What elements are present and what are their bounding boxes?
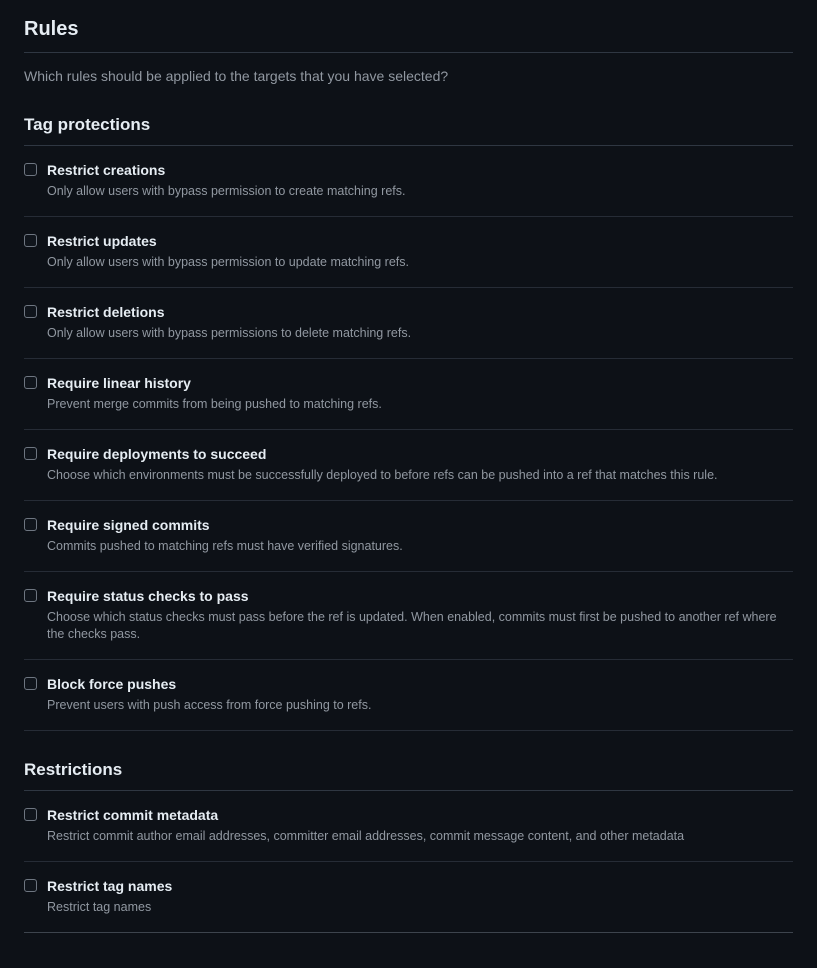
rules-panel: [0, 16, 817, 933]
restrict-deletions-checkbox[interactable]: [24, 305, 37, 318]
rule-row-restrict-deletions: [24, 288, 793, 359]
rule-row-require-signed-commits: [24, 501, 793, 572]
restrict-commit-metadata-checkbox[interactable]: [24, 808, 37, 821]
rule-description: Prevent merge commits from being pushed to matching refs.: [47, 397, 382, 411]
rule-row-restrict-tag-names: [24, 862, 793, 933]
rule-row-restrict-updates: [24, 217, 793, 288]
section-heading-restrictions: Restrictions: [24, 759, 793, 791]
rule-row-require-deployments: [24, 430, 793, 501]
rule-label[interactable]: Restrict commit metadata: [47, 807, 219, 823]
restrict-creations-checkbox[interactable]: [24, 163, 37, 176]
rule-label[interactable]: Require signed commits: [47, 517, 210, 533]
rule-row-restrict-commit-metadata: [24, 791, 793, 862]
rule-label[interactable]: Restrict updates: [47, 233, 157, 249]
rule-label[interactable]: Restrict tag names: [47, 878, 173, 894]
section-heading-tag-protections: Tag protections: [24, 114, 793, 146]
rule-row-require-status-checks: [24, 572, 793, 660]
rule-description: Restrict commit author email addresses, committer email addresses, commit message content, and other metadata: [47, 829, 685, 843]
rule-description: Only allow users with bypass permission to update matching refs.: [47, 255, 409, 269]
rule-description: Prevent users with push access from force pushing to refs.: [47, 698, 372, 712]
rule-row-require-linear-history: [24, 359, 793, 430]
rule-row-restrict-creations: [24, 146, 793, 217]
rule-description: Choose which environments must be successfully deployed to before refs can be pushed into a ref that matches this rule.: [47, 468, 718, 482]
block-force-pushes-checkbox[interactable]: [24, 677, 37, 690]
rule-label[interactable]: Restrict deletions: [47, 304, 165, 320]
rule-description: Commits pushed to matching refs must have verified signatures.: [47, 539, 403, 553]
rule-label[interactable]: Require linear history: [47, 375, 191, 391]
rule-row-block-force-pushes: [24, 660, 793, 731]
restrict-tag-names-checkbox[interactable]: [24, 879, 37, 892]
require-deployments-checkbox[interactable]: [24, 447, 37, 460]
rule-description: Choose which status checks must pass before the ref is updated. When enabled, commits must first be pushed to another ref where the checks pass.: [47, 610, 777, 641]
rule-description: Restrict tag names: [47, 900, 152, 914]
rule-label[interactable]: Require deployments to succeed: [47, 446, 267, 462]
rule-description: Only allow users with bypass permission to create matching refs.: [47, 184, 406, 198]
rule-label[interactable]: Block force pushes: [47, 676, 177, 692]
intro-text: Which rules should be applied to the targets that you have selected?: [24, 68, 449, 84]
rule-label[interactable]: Require status checks to pass: [47, 588, 249, 604]
require-signed-commits-checkbox[interactable]: [24, 518, 37, 531]
page-title: Rules: [24, 16, 793, 53]
require-linear-history-checkbox[interactable]: [24, 376, 37, 389]
require-status-checks-checkbox[interactable]: [24, 589, 37, 602]
rule-label[interactable]: Restrict creations: [47, 162, 166, 178]
restrict-updates-checkbox[interactable]: [24, 234, 37, 247]
rule-description: Only allow users with bypass permissions to delete matching refs.: [47, 326, 412, 340]
